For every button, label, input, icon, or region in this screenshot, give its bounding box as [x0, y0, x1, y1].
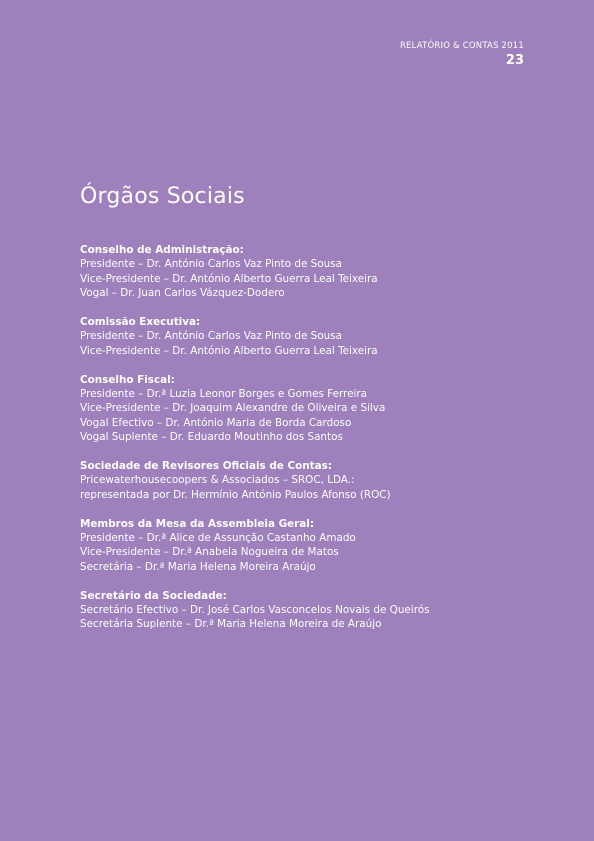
section-revisores-oficiais — [80, 459, 540, 502]
member-line: Secretário Efectivo – Dr. José Carlos Vasconcelos Novais de Queirós — [80, 604, 430, 617]
section-heading: Conselho Fiscal: — [80, 373, 175, 386]
section-heading: Conselho de Administração: — [80, 244, 244, 256]
section-conselho-administracao — [80, 243, 540, 301]
report-title: RELATÓRIO & CONTAS 2011 — [399, 41, 524, 51]
member-line: Vogal – Dr. Juan Carlos Vázquez-Dodero — [80, 287, 285, 300]
section-secretario-sociedade — [80, 589, 540, 632]
member-line: Presidente – Dr.ª Alice de Assunção Castanho Amado — [80, 532, 356, 545]
member-line: Vogal Efectivo – Dr. António Maria de Borda Cardoso — [80, 416, 352, 429]
governing-bodies-list — [80, 243, 540, 646]
page-number: 23 — [505, 53, 524, 68]
member-line: representada por Dr. Hermínio António Paulos Afonso (ROC) — [80, 488, 391, 501]
section-heading: Comissão Executiva: — [80, 316, 201, 329]
section-comissao-executiva — [80, 315, 540, 358]
member-line: Secretária Suplente – Dr.ª Maria Helena Moreira de Araújo — [80, 618, 382, 631]
page-header — [400, 41, 524, 69]
member-line: Presidente – Dr. António Carlos Vaz Pinto de Sousa — [80, 330, 342, 343]
member-line: Secretária – Dr.ª Maria Helena Moreira Araújo — [80, 560, 316, 573]
member-line: Presidente – Dr. António Carlos Vaz Pinto de Sousa — [80, 258, 342, 271]
member-line: Vice-Presidente – Dr. Joaquim Alexandre de Oliveira e Silva — [80, 402, 386, 415]
member-line: Vice-Presidente – Dr. António Alberto Guerra Leal Teixeira — [80, 272, 378, 285]
member-line: Vice-Presidente – Dr.ª Anabela Nogueira de Matos — [80, 546, 339, 559]
member-line: Pricewaterhousecoopers & Associados – SROC, LDA.: — [80, 474, 355, 487]
member-line: Vice-Presidente – Dr. António Alberto Guerra Leal Teixeira — [80, 344, 378, 357]
member-line: Presidente – Dr.ª Luzia Leonor Borges e Gomes Ferreira — [80, 388, 368, 401]
section-heading: Secretário da Sociedade: — [80, 589, 227, 602]
section-mesa-assembleia-geral — [80, 517, 540, 575]
member-line: Vogal Suplente – Dr. Eduardo Moutinho dos Santos — [80, 431, 343, 444]
section-conselho-fiscal — [80, 373, 540, 445]
page-title: Órgãos Sociais — [80, 184, 245, 209]
section-heading: Membros da Mesa da Assembleia Geral: — [80, 517, 315, 530]
section-heading: Sociedade de Revisores Oficiais de Contas: — [80, 460, 332, 473]
